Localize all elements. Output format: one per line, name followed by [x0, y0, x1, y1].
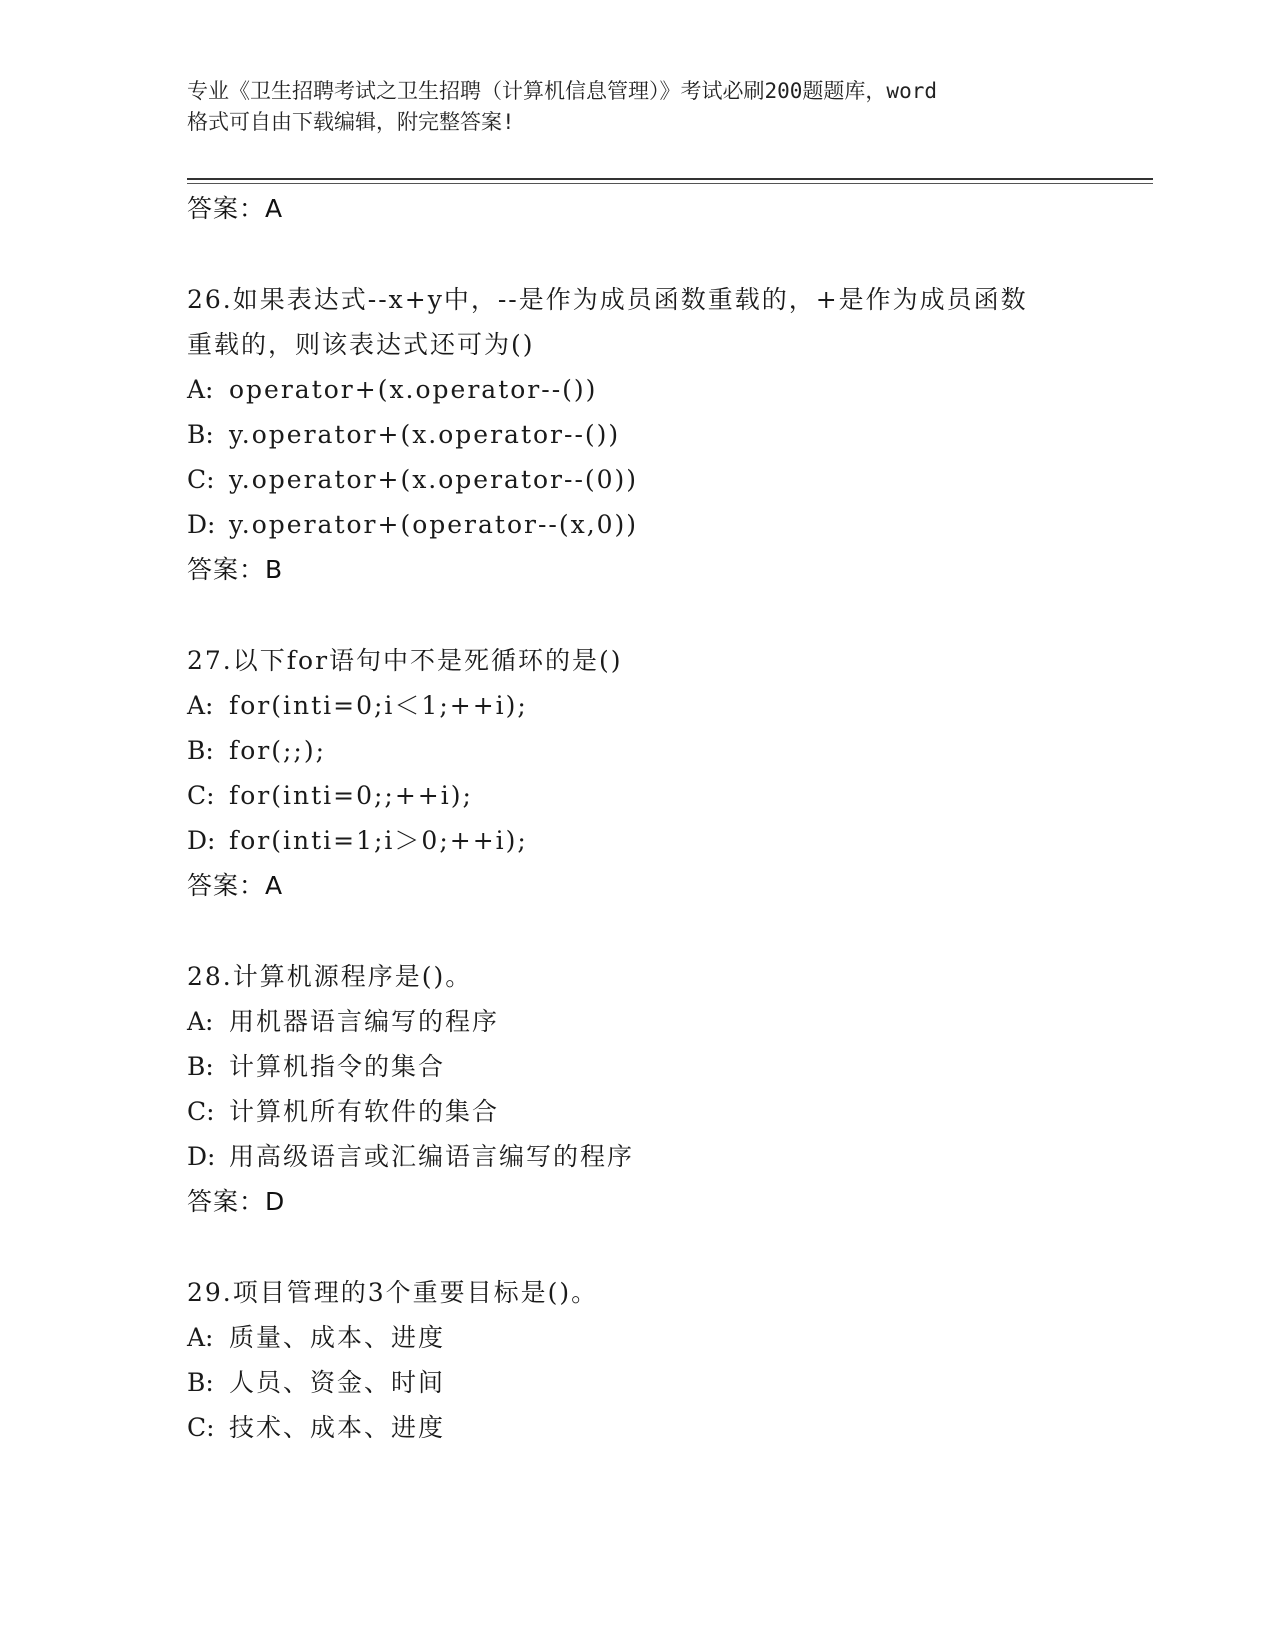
header-rule-thick: [187, 178, 1153, 180]
option-label: D:: [187, 510, 216, 539]
answer-line: 答案：D: [187, 1187, 286, 1216]
option-text: for(inti=0;i＜1;++i);: [229, 691, 528, 720]
option-text: 计算机指令的集合: [229, 1052, 446, 1081]
option-text: 质量、成本、进度: [229, 1323, 446, 1352]
option-label: A:: [187, 1007, 214, 1036]
question-list: [187, 186, 1153, 1450]
option-text: 人员、资金、时间: [229, 1368, 446, 1397]
option-b: [187, 1360, 1153, 1405]
question-stem: 27.以下for语句中不是死循环的是(): [187, 646, 623, 675]
option-text: for(inti=0;;++i);: [229, 781, 473, 810]
option-d: [187, 1134, 1153, 1179]
option-label: C:: [187, 465, 215, 494]
option-label: C:: [187, 781, 215, 810]
question-26: [187, 277, 1153, 592]
option-text: 用高级语言或汇编语言编写的程序: [229, 1142, 635, 1171]
header-rule-thin: [187, 183, 1153, 184]
option-c: [187, 773, 1153, 818]
option-text: 用机器语言编写的程序: [229, 1007, 500, 1036]
answer-line: 答案：A: [187, 871, 284, 900]
document-header: [187, 76, 1087, 138]
option-text: operator+(x.operator--()): [229, 375, 598, 404]
question-28: [187, 954, 1153, 1224]
option-a: [187, 999, 1153, 1044]
option-a: [187, 1315, 1153, 1360]
option-label: C:: [187, 1413, 215, 1442]
option-text: for(;;);: [229, 736, 327, 765]
option-label: A:: [187, 375, 214, 404]
question-stem: 28.计算机源程序是()。: [187, 962, 473, 991]
option-label: D:: [187, 826, 216, 855]
option-d: [187, 818, 1153, 863]
option-c: [187, 1089, 1153, 1134]
question-stem: 29.项目管理的3个重要目标是()。: [187, 1278, 599, 1307]
option-label: B:: [187, 420, 214, 449]
option-label: B:: [187, 1368, 214, 1397]
header-line-2: 格式可自由下载编辑，附完整答案!: [187, 110, 515, 134]
option-label: A:: [187, 691, 214, 720]
question-27: [187, 638, 1153, 908]
option-text: y.operator+(x.operator--(0)): [229, 465, 639, 494]
option-a: [187, 367, 1153, 412]
option-d: [187, 502, 1153, 547]
option-c: [187, 457, 1153, 502]
option-text: 计算机所有软件的集合: [229, 1097, 500, 1126]
option-b: [187, 728, 1153, 773]
answer-line: 答案：B: [187, 555, 284, 584]
option-b: [187, 1044, 1153, 1089]
question-29: [187, 1270, 1153, 1450]
option-label: C:: [187, 1097, 215, 1126]
option-text: y.operator+(operator--(x,0)): [229, 510, 639, 539]
header-line-1: 专业《卫生招聘考试之卫生招聘（计算机信息管理）》考试必刷200题题库，word: [187, 79, 937, 103]
question-stem: 26.如果表达式--x+y中，--是作为成员函数重载的，+是作为成员函数: [187, 285, 1028, 314]
answer-line: 答案：A: [187, 194, 284, 223]
option-label: B:: [187, 1052, 214, 1081]
option-text: y.operator+(x.operator--()): [229, 420, 621, 449]
option-label: B:: [187, 736, 214, 765]
option-text: 技术、成本、进度: [229, 1413, 446, 1442]
option-label: A:: [187, 1323, 214, 1352]
option-b: [187, 412, 1153, 457]
option-a: [187, 683, 1153, 728]
option-text: for(inti=1;i＞0;++i);: [229, 826, 528, 855]
option-label: D:: [187, 1142, 216, 1171]
question-stem: 重载的，则该表达式还可为(): [187, 330, 535, 359]
option-c: [187, 1405, 1153, 1450]
